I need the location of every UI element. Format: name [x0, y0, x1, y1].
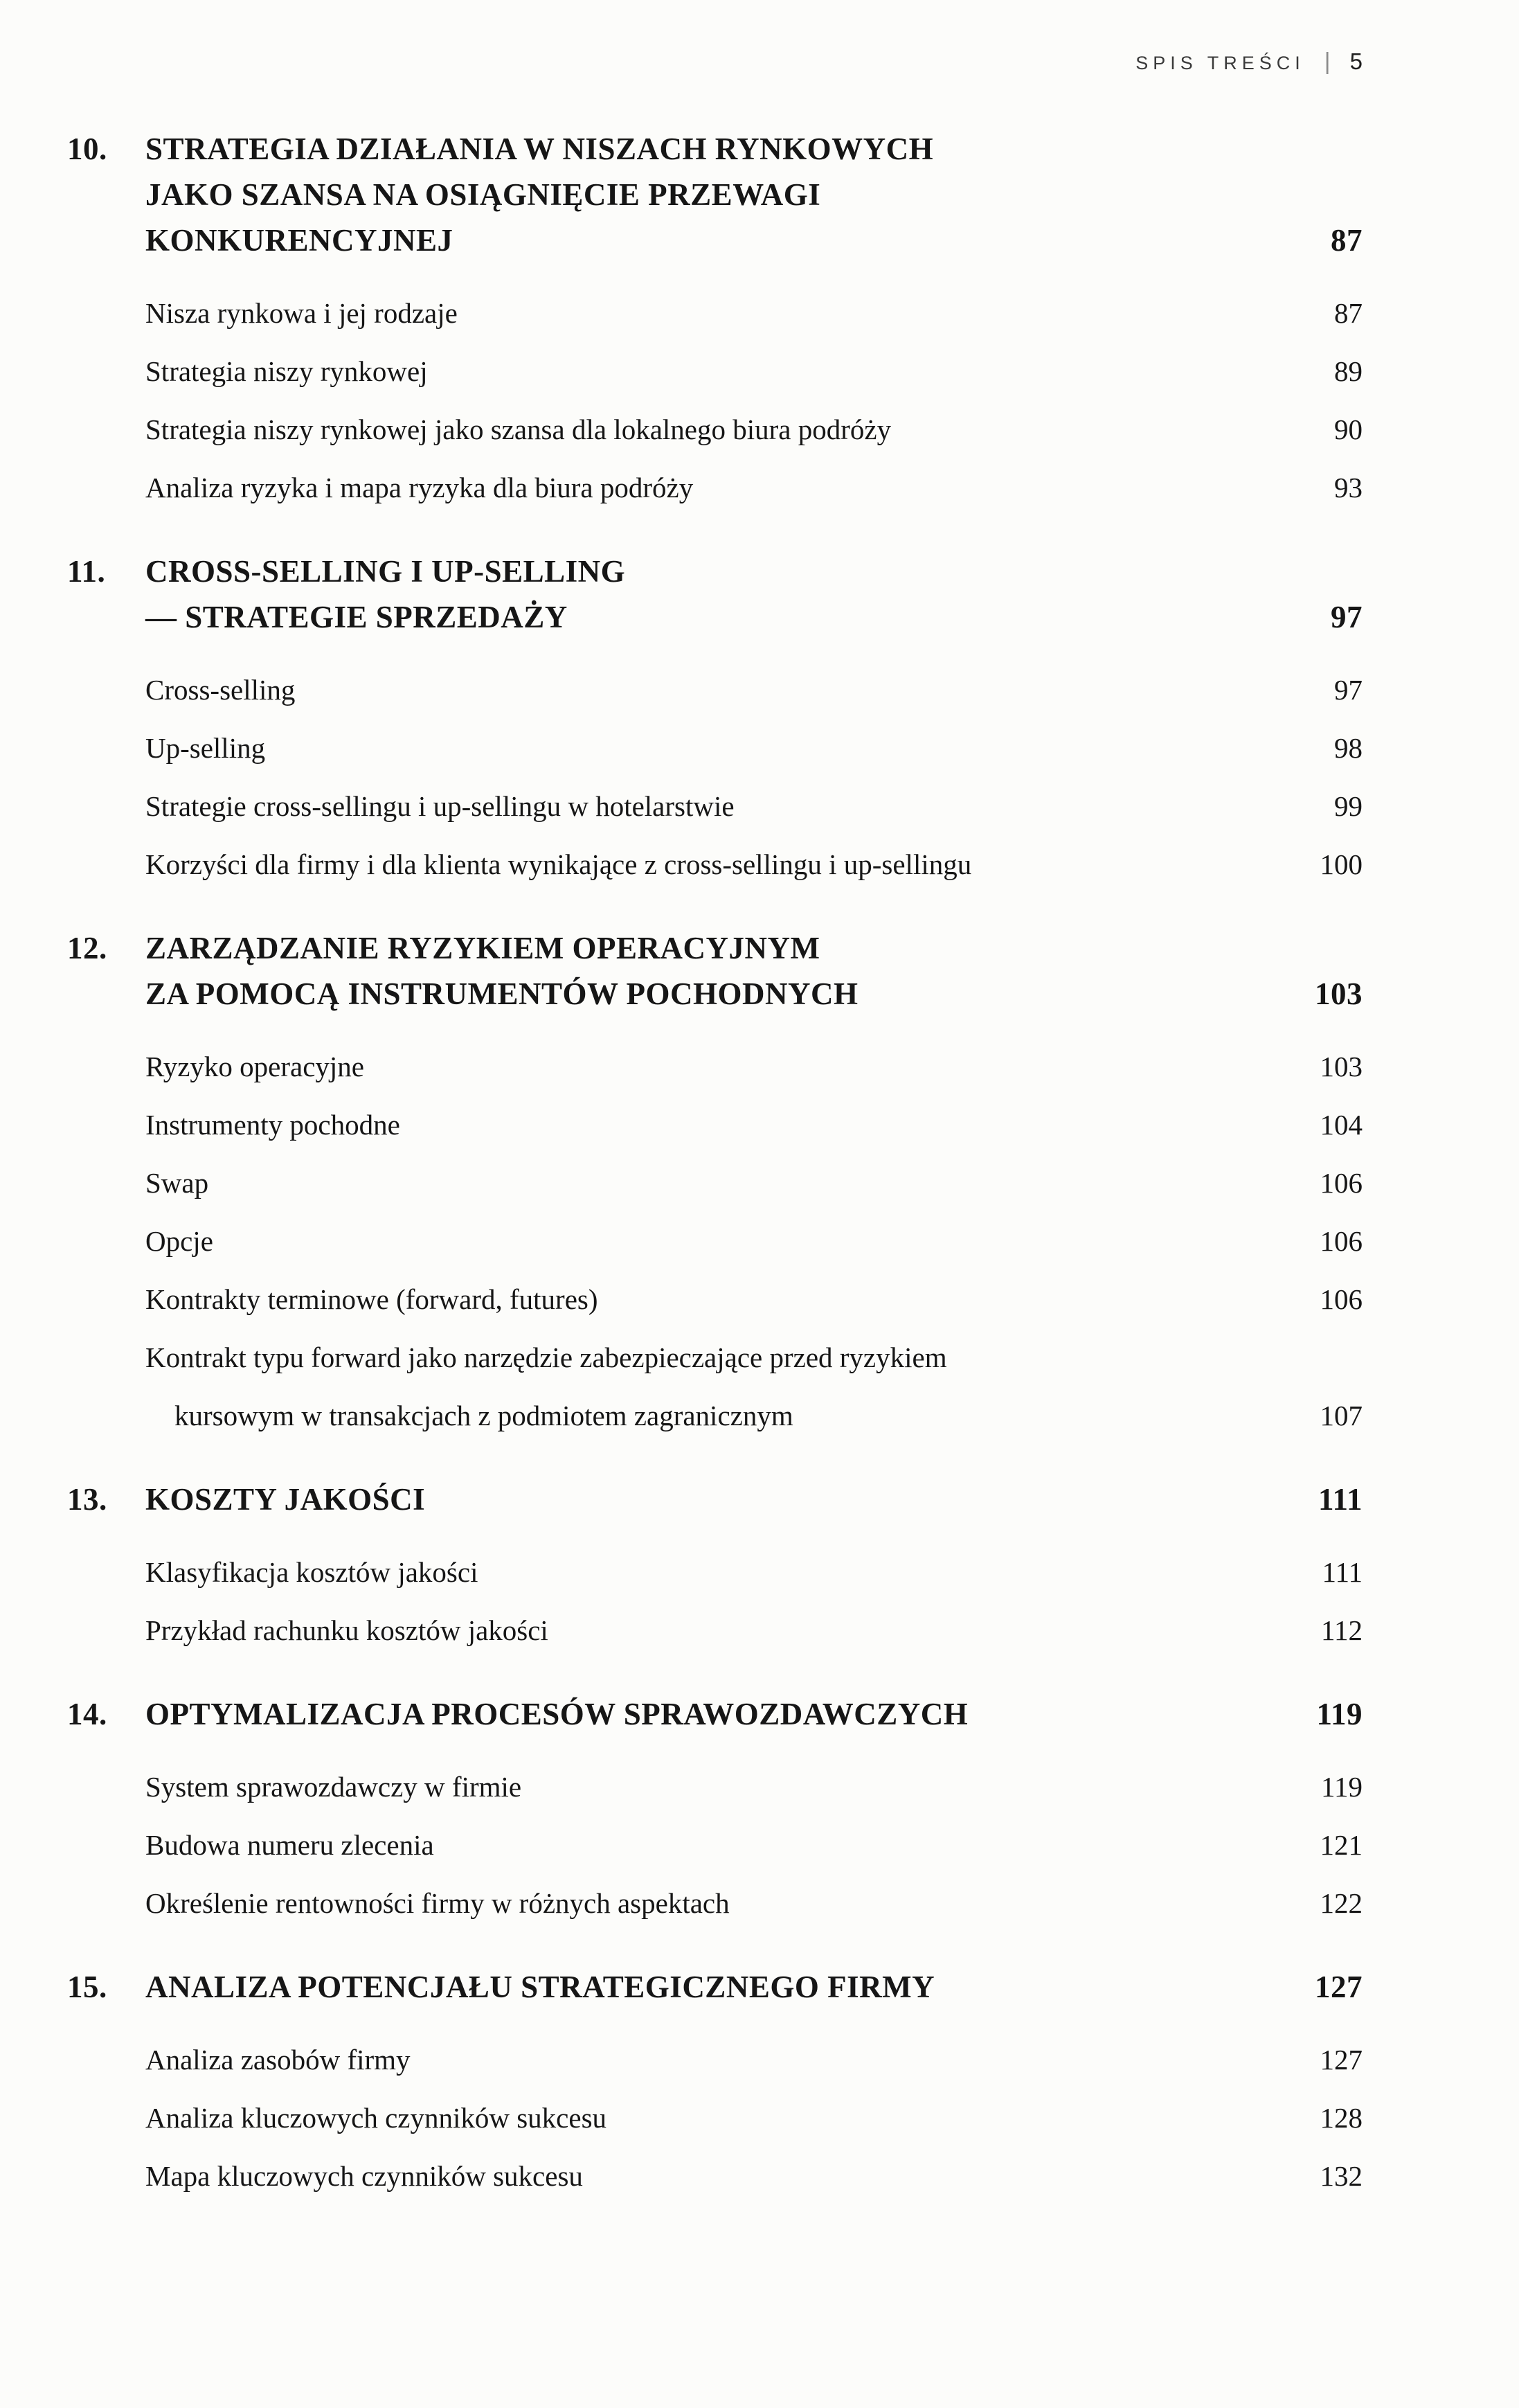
chapter-number: 10. — [67, 132, 107, 166]
toc-entry — [145, 342, 1363, 400]
chapter-title-line — [145, 1964, 1363, 2010]
chapter-page-number: 103 — [1315, 976, 1363, 1011]
entry-page-number: 93 — [1334, 472, 1363, 503]
chapter-title-line — [145, 1691, 1363, 1737]
chapter-title-text: KONKURENCYJNEJ — [145, 223, 453, 258]
chapter-section — [67, 1477, 1363, 1659]
entry-page-number: 122 — [1320, 1887, 1363, 1919]
chapter-entries — [145, 2031, 1363, 2205]
chapter-title — [145, 1477, 1363, 1522]
entry-page-number: 89 — [1334, 355, 1363, 387]
chapter-title-line — [145, 971, 1363, 1017]
entry-label: Analiza kluczowych czynników sukcesu — [145, 2102, 607, 2134]
chapter-page-number: 111 — [1318, 1482, 1363, 1517]
entry-label: Strategie cross-sellingu i up-sellingu w hotelarstwie — [145, 790, 735, 822]
chapter-title-text: ZA POMOCĄ INSTRUMENTÓW POCHODNYCH — [145, 976, 859, 1011]
entry-label: Cross-selling — [145, 674, 296, 706]
toc-entry — [145, 458, 1363, 517]
toc-entry — [145, 1270, 1363, 1328]
chapter-title-line — [145, 217, 1363, 263]
entry-label: Swap — [145, 1167, 209, 1199]
chapter-section — [67, 549, 1363, 893]
chapter-page-number: 87 — [1331, 223, 1363, 258]
toc-entry — [145, 719, 1363, 777]
running-header — [67, 48, 1363, 80]
entry-label: Instrumenty pochodne — [145, 1109, 400, 1141]
chapter-title-text: ANALIZA POTENCJAŁU STRATEGICZNEGO FIRMY — [145, 1970, 935, 2004]
chapter-title-line — [145, 925, 1363, 971]
chapter-page-number: 97 — [1331, 600, 1363, 634]
toc-entry — [145, 1154, 1363, 1212]
toc-entry — [145, 1328, 1363, 1386]
entry-page-number: 121 — [1320, 1829, 1363, 1861]
entry-page-number: 127 — [1320, 2044, 1363, 2076]
entry-label: Nisza rynkowa i jej rodzaje — [145, 297, 458, 329]
toc-entry — [145, 1037, 1363, 1096]
chapter-title-line — [145, 594, 1363, 640]
toc-entry — [145, 1212, 1363, 1270]
toc-list — [67, 126, 1363, 2205]
toc-entry — [145, 284, 1363, 342]
entry-label: kursowym w transakcjach z podmiotem zagranicznym — [174, 1400, 793, 1432]
toc-entry — [145, 2031, 1363, 2089]
chapter-number: 12. — [67, 931, 107, 965]
chapter-heading — [67, 1964, 1363, 2010]
chapter-title-text: JAKO SZANSA NA OSIĄGNIĘCIE PRZEWAGI — [145, 177, 821, 212]
entry-label: Analiza ryzyka i mapa ryzyka dla biura podróży — [145, 472, 694, 503]
chapter-page-number: 127 — [1315, 1970, 1363, 2004]
chapter-page-number: 119 — [1316, 1697, 1363, 1731]
chapter-title-text: OPTYMALIZACJA PROCESÓW SPRAWOZDAWCZYCH — [145, 1697, 969, 1731]
chapter-title — [145, 1691, 1363, 1737]
header-separator: | — [1324, 48, 1331, 75]
header-title: SPIS TREŚCI — [1135, 53, 1305, 73]
toc-entry — [145, 2089, 1363, 2147]
entry-page-number: 90 — [1334, 413, 1363, 445]
entry-page-number: 87 — [1334, 297, 1363, 329]
chapter-entries — [145, 1758, 1363, 1932]
chapter-entries — [145, 1543, 1363, 1659]
toc-entry — [145, 1601, 1363, 1659]
chapter-heading — [67, 925, 1363, 1017]
entry-page-number: 111 — [1322, 1556, 1363, 1588]
entry-page-number: 104 — [1320, 1109, 1363, 1141]
chapter-entries — [145, 284, 1363, 517]
chapter-section — [67, 1691, 1363, 1932]
toc-entry — [145, 835, 1363, 893]
entry-label: Mapa kluczowych czynników sukcesu — [145, 2160, 583, 2192]
toc-entry — [145, 1096, 1363, 1154]
chapter-title-line — [145, 126, 1363, 172]
entry-page-number: 100 — [1320, 848, 1363, 880]
entry-label: Strategia niszy rynkowej — [145, 355, 428, 387]
entry-page-number: 98 — [1334, 732, 1363, 764]
toc-entry — [145, 1816, 1363, 1874]
chapter-heading — [67, 1691, 1363, 1737]
entry-page-number: 132 — [1320, 2160, 1363, 2192]
chapter-title-line — [145, 172, 1363, 217]
chapter-section — [67, 925, 1363, 1445]
chapter-title-text: — STRATEGIE SPRZEDAŻY — [145, 600, 568, 634]
entry-page-number: 107 — [1320, 1400, 1363, 1432]
chapter-section — [67, 1964, 1363, 2205]
chapter-title-line — [145, 549, 1363, 594]
entry-label: Korzyści dla firmy i dla klienta wynikające z cross-sellingu i up-sellingu — [145, 848, 972, 880]
chapter-number: 14. — [67, 1697, 107, 1731]
chapter-section — [67, 126, 1363, 517]
entry-page-number: 103 — [1320, 1051, 1363, 1082]
entry-page-number: 99 — [1334, 790, 1363, 822]
entry-label: Ryzyko operacyjne — [145, 1051, 364, 1082]
entry-page-number: 119 — [1321, 1771, 1363, 1803]
entry-page-number: 106 — [1320, 1283, 1363, 1315]
entry-label: System sprawozdawczy w firmie — [145, 1771, 522, 1803]
toc-entry — [145, 1874, 1363, 1932]
chapter-title-line — [145, 1477, 1363, 1522]
entry-label: Analiza zasobów firmy — [145, 2044, 411, 2076]
entry-label: Strategia niszy rynkowej jako szansa dla lokalnego biura podróży — [145, 413, 892, 445]
chapter-title — [145, 126, 1363, 263]
chapter-title-text: KOSZTY JAKOŚCI — [145, 1482, 426, 1517]
chapter-heading — [67, 1477, 1363, 1522]
entry-label: Określenie rentowności firmy w różnych aspektach — [145, 1887, 730, 1919]
chapter-heading — [67, 549, 1363, 640]
chapter-title-text: STRATEGIA DZIAŁANIA W NISZACH RYNKOWYCH — [145, 132, 934, 166]
chapter-title — [145, 1964, 1363, 2010]
toc-entry — [145, 2147, 1363, 2205]
chapter-title — [145, 549, 1363, 640]
entry-page-number: 112 — [1321, 1614, 1363, 1646]
entry-label: Przykład rachunku kosztów jakości — [145, 1614, 548, 1646]
chapter-number: 13. — [67, 1482, 107, 1517]
chapter-number: 15. — [67, 1970, 107, 2004]
entry-page-number: 97 — [1334, 674, 1363, 706]
chapter-number: 11. — [67, 554, 106, 589]
chapter-heading — [67, 126, 1363, 263]
chapter-entries — [145, 1037, 1363, 1445]
toc-entry — [145, 1758, 1363, 1816]
entry-label: Kontrakt typu forward jako narzędzie zabezpieczające przed ryzykiem — [145, 1341, 947, 1373]
entry-page-number: 106 — [1320, 1225, 1363, 1257]
entry-label: Up-selling — [145, 732, 266, 764]
entry-label: Opcje — [145, 1225, 213, 1257]
toc-entry — [145, 1543, 1363, 1601]
header-page-number: 5 — [1349, 48, 1363, 74]
chapter-title-text: CROSS-SELLING I UP-SELLING — [145, 554, 626, 589]
chapter-entries — [145, 661, 1363, 893]
toc-entry — [145, 661, 1363, 719]
entry-label: Budowa numeru zlecenia — [145, 1829, 434, 1861]
entry-page-number: 106 — [1320, 1167, 1363, 1199]
chapter-title-text: ZARZĄDZANIE RYZYKIEM OPERACYJNYM — [145, 931, 820, 965]
entry-label: Kontrakty terminowe (forward, futures) — [145, 1283, 598, 1315]
toc-entry-continuation — [145, 1386, 1363, 1445]
toc-entry — [145, 400, 1363, 458]
toc-entry — [145, 777, 1363, 835]
entry-label: Klasyfikacja kosztów jakości — [145, 1556, 478, 1588]
chapter-title — [145, 925, 1363, 1017]
entry-page-number: 128 — [1320, 2102, 1363, 2134]
